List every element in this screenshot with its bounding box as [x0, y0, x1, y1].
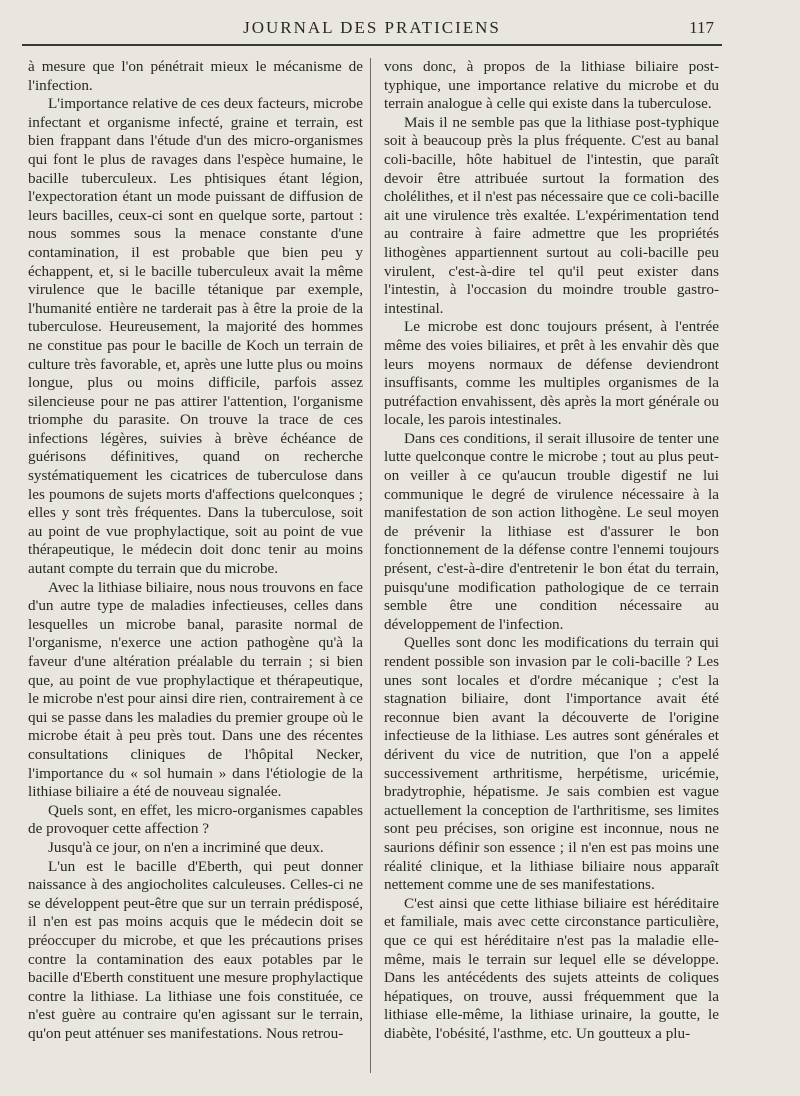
paragraph: Jusqu'à ce jour, on n'en a incriminé que deux.	[48, 838, 324, 856]
page-number: 117	[689, 18, 714, 37]
paragraph: Quelles sont donc les modifications du terrain qui rendent possible son invasion par le coli-bacille ? Les unes sont locales et d'ordre mécanique ; c'est la stagnation biliaire, dont l'importance avait été reconnue bien avant la découverte de l'origine infectieuse de la lithiase. Les autres sont générales et dérivent du vice de nutrition, que l'on a appelé successivement arthritisme, herpétisme, uricémie, bradytrophie, hépatisme. Je sais combien est vague actuellement la conception de l'arthritisme, ses limites sont peu précises, son origine est inconnue, nous ne saurions définir son essence ; il n'en est pas moins une réalité clinique, et la lithiase biliaire nous apparaît nettement comme une de ses manifestations.	[384, 634, 719, 894]
paragraph: L'importance relative de ces deux facteurs, microbe infectant et organisme infecté, graine et terrain, est bien frappant dans l'étude d'un des micro-organismes qui font le plus de ravages dans l'espèce humaine, le bacille tuberculeux. Les phtisiques étant légion, l'expectoration étant un mode puissant de diffusion de leurs bacilles, ceux-ci sont en quelque sorte, partout : nous sommes sous la menace constante d'une contamination, il est probable que bien peu y échappent, et, si le bacille tuberculeux avait la même virulence que le bacille tétanique par exemple, l'humanité entière ne tarderait pas à être la proie de la tuberculose. Heureusement, la majorité des hommes ne constitue pas pour le bacille de Koch un terrain de culture très favorable, et, après une lutte plus ou moins longue, plus ou moins difficile, parfois assez silencieuse pour ne pas attirer l'attention, l'organisme triomphe du parasite. On trouve la trace de ces infections légères, suivies à brève échéance de guérisons définitives, quand on recherche systématiquement les cicatrices de tuberculose dans les poumons de sujets morts d'affections quelconques ; elles y sont très fréquentes. Dans la tuberculose, soit au point de vue prophylactique, soit au point de vue thérapeutique, le médecin doit donc tenir au moins autant compte du terrain que du microbe.	[28, 95, 363, 578]
paragraph: C'est ainsi que cette lithiase biliaire est héréditaire et familiale, mais avec cette circonstance particulière, que ce qui est héréditaire n'est pas la maladie elle-même, mais le terrain sur lequel elle se développe. Dans les antécédents des sujets atteints de coliques hépatiques, on trouve, aussi fréquemment que la lithiase elle-même, la lithiase urinaire, la goutte, le diabète, l'obésité, l'asthme, etc. Un goutteux a plu-	[384, 894, 719, 1042]
column-divider	[370, 58, 371, 1073]
paragraph: Dans ces conditions, il serait illusoire de tenter une lutte quelconque contre le microbe ; tout au plus peut-on veiller à ce qu'aucun trouble digestif ne lui communique le degré de virulence nécessaire à la manifestation de son action lithogène. Le seul moyen de prévenir la lithiase est d'assurer le bon fonctionnement de la défense contre l'ennemi toujours présent, c'est-à-dire d'entretenir le bon état du terrain, puisqu'une modification pathologique de ce terrain semble être une condition nécessaire au développement de l'infection.	[384, 429, 719, 633]
paragraph: Avec la lithiase biliaire, nous nous trouvons en face d'un autre type de maladies infectieuses, celles dans lesquelles un microbe banal, parasite normal de l'organisme, n'exerce une action pathogène qu'à la faveur d'une altération préalable du terrain ; si bien que, au point de vue prophylactique et thérapeutique, le microbe n'est pour ainsi dire rien, contrairement à ce qui se passe dans les maladies du premier groupe où le microbe était à peu près tout. Dans une des récentes consultations cliniques de l'hôpital Necker, l'importance du « sol humain » dans l'étiologie de la lithiase biliaire a été de nouveau signalée.	[28, 578, 363, 801]
left-column	[28, 58, 363, 1078]
paragraph: vons donc, à propos de la lithiase biliaire post-typhique, une importance relative du microbe et du terrain analogue à celle qui existe dans la tuberculose.	[384, 58, 719, 113]
right-column	[384, 58, 719, 1078]
paragraph: à mesure que l'on pénétrait mieux le mécanisme de l'infection.	[28, 58, 363, 94]
paragraph: L'un est le bacille d'Eberth, qui peut donner naissance à des angiocholites calculeuses. Celles-ci ne se développent peut-être que sur un terrain prédisposé, il n'en est pas moins acquis que le médecin doit se préoccuper du microbe, et que les précautions prises contre la contamination des eaux potables par le bacille d'Eberth constituent une mesure prophylactique contre la lithiase. La lithiase une fois constituée, ce n'est guère au contraire qu'en agissant sur le terrain, qu'on peut atténuer ses manifestations. Nous retrou-	[28, 857, 363, 1042]
paragraph: Quels sont, en effet, les micro-organismes capables de provoquer cette affection ?	[28, 801, 363, 838]
journal-title: JOURNAL DES PRATICIENS	[243, 18, 501, 37]
running-header	[22, 14, 722, 46]
paragraph: Mais il ne semble pas que la lithiase post-typhique soit à beaucoup près la plus fréquente. C'est au banal coli-bacille, hôte habituel de l'intestin, que paraît devoir être attribuée surtout la formation des cholélithes, et il n'est pas nécessaire que ce coli-bacille ait une virulence très exaltée. L'expérimentation tend au contraire à faire admettre que les propriétés lithogènes appartiennent surtout au coli-bacille peu virulent, c'est-à-dire tel qu'il peut exister dans l'intestin, à l'occasion du moindre trouble gastro-intestinal.	[384, 113, 719, 317]
paragraph: Le microbe est donc toujours présent, à l'entrée même des voies biliaires, et prêt à les envahir dès que leurs moyens normaux de défense deviendront insuffisants, comme les multiples organismes de la putréfaction envahissent, dès après la mort générale ou locale, les parois intestinales.	[384, 318, 719, 429]
